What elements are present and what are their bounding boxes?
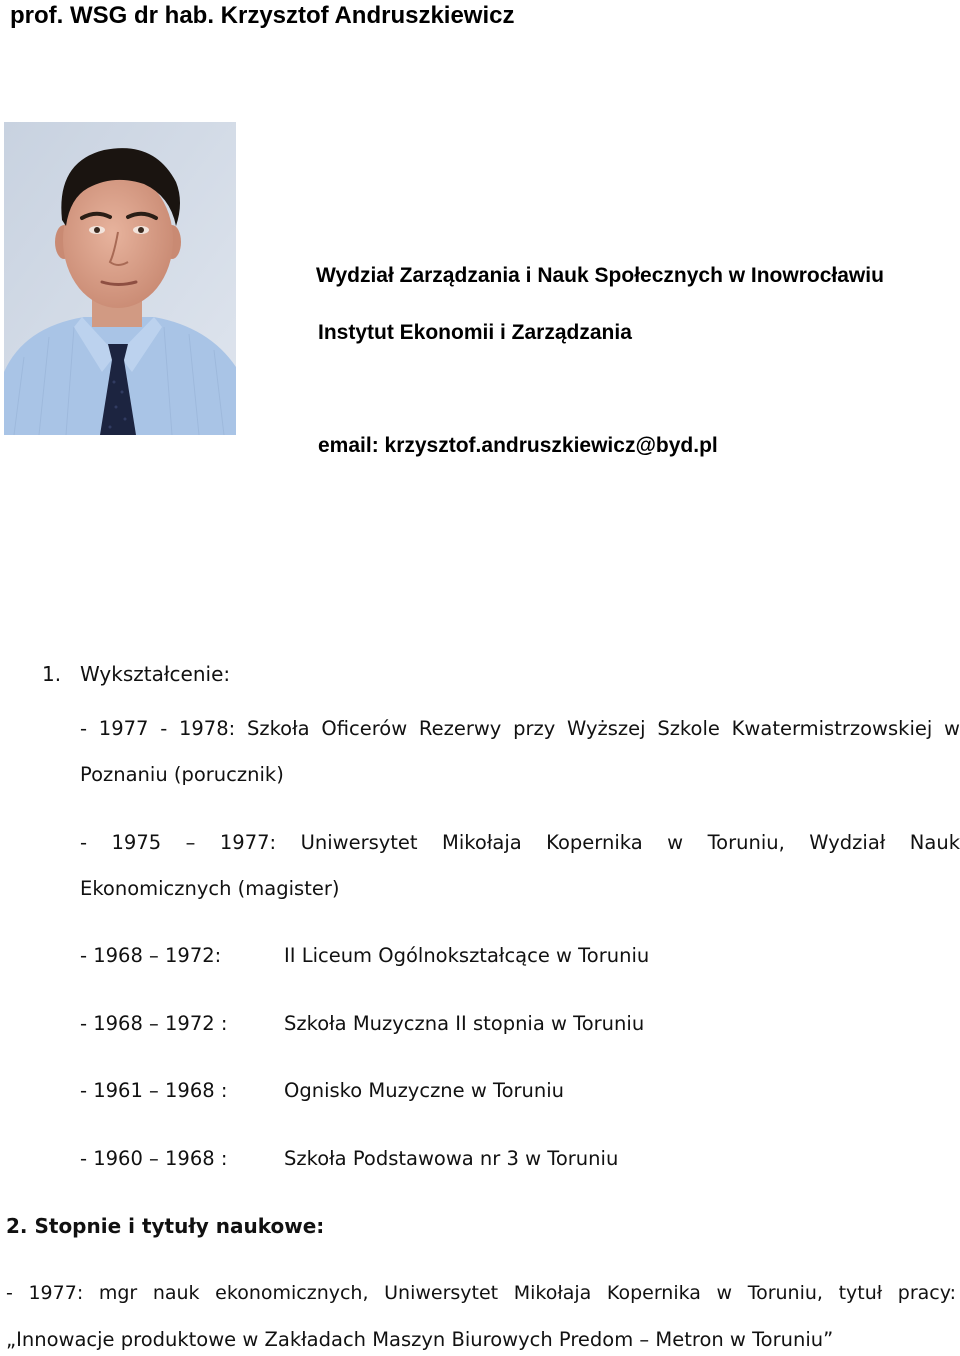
degrees-heading: 2. Stopnie i tytuły naukowe: [6, 1214, 325, 1238]
education-entry-line: Ekonomicznych (magister) [80, 877, 340, 900]
education-entry-years: - 1961 – 1968 : [80, 1079, 228, 1102]
education-entry-years: - 1968 – 1972 : [80, 1012, 228, 1035]
degrees-line: - 1977: mgr nauk ekonomicznych, Uniwersytet Mikołaja Kopernika w Toruniu, tytuł pracy: [6, 1282, 956, 1304]
education-heading: Wykształcenie: [80, 662, 231, 686]
email-address[interactable]: email: krzysztof.andruszkiewicz@byd.pl [318, 434, 718, 457]
education-entry-school: Szkoła Podstawowa nr 3 w Toruniu [284, 1147, 619, 1170]
education-entry-line: - 1975 – 1977: Uniwersytet Mikołaja Kopernika w Toruniu, Wydział Nauk [80, 831, 960, 854]
education-entry-line: Poznaniu (porucznik) [80, 763, 284, 786]
page-title: prof. WSG dr hab. Krzysztof Andruszkiewicz [10, 2, 515, 29]
education-entry-school: Szkoła Muzyczna II stopnia w Toruniu [284, 1012, 645, 1035]
institute-name: Instytut Ekonomii i Zarządzania [318, 321, 632, 344]
education-entry-school: Ognisko Muzyczne w Toruniu [284, 1079, 565, 1102]
education-entry-school: II Liceum Ogólnokształcące w Toruniu [284, 944, 650, 967]
education-entry-line: - 1977 - 1978: Szkoła Oficerów Rezerwy przy Wyższej Szkole Kwatermistrzowskiej w [80, 717, 960, 740]
faculty-name: Wydział Zarządzania i Nauk Społecznych w Inowrocławiu [316, 264, 884, 287]
portrait-photo [4, 122, 236, 435]
education-entry-years: - 1968 – 1972: [80, 944, 222, 967]
degrees-line: „Innowacje produktowe w Zakładach Maszyn Biurowych Predom – Metron w Toruniu” [6, 1328, 834, 1351]
education-entry-years: - 1960 – 1968 : [80, 1147, 228, 1170]
education-heading-number: 1. [42, 662, 62, 686]
